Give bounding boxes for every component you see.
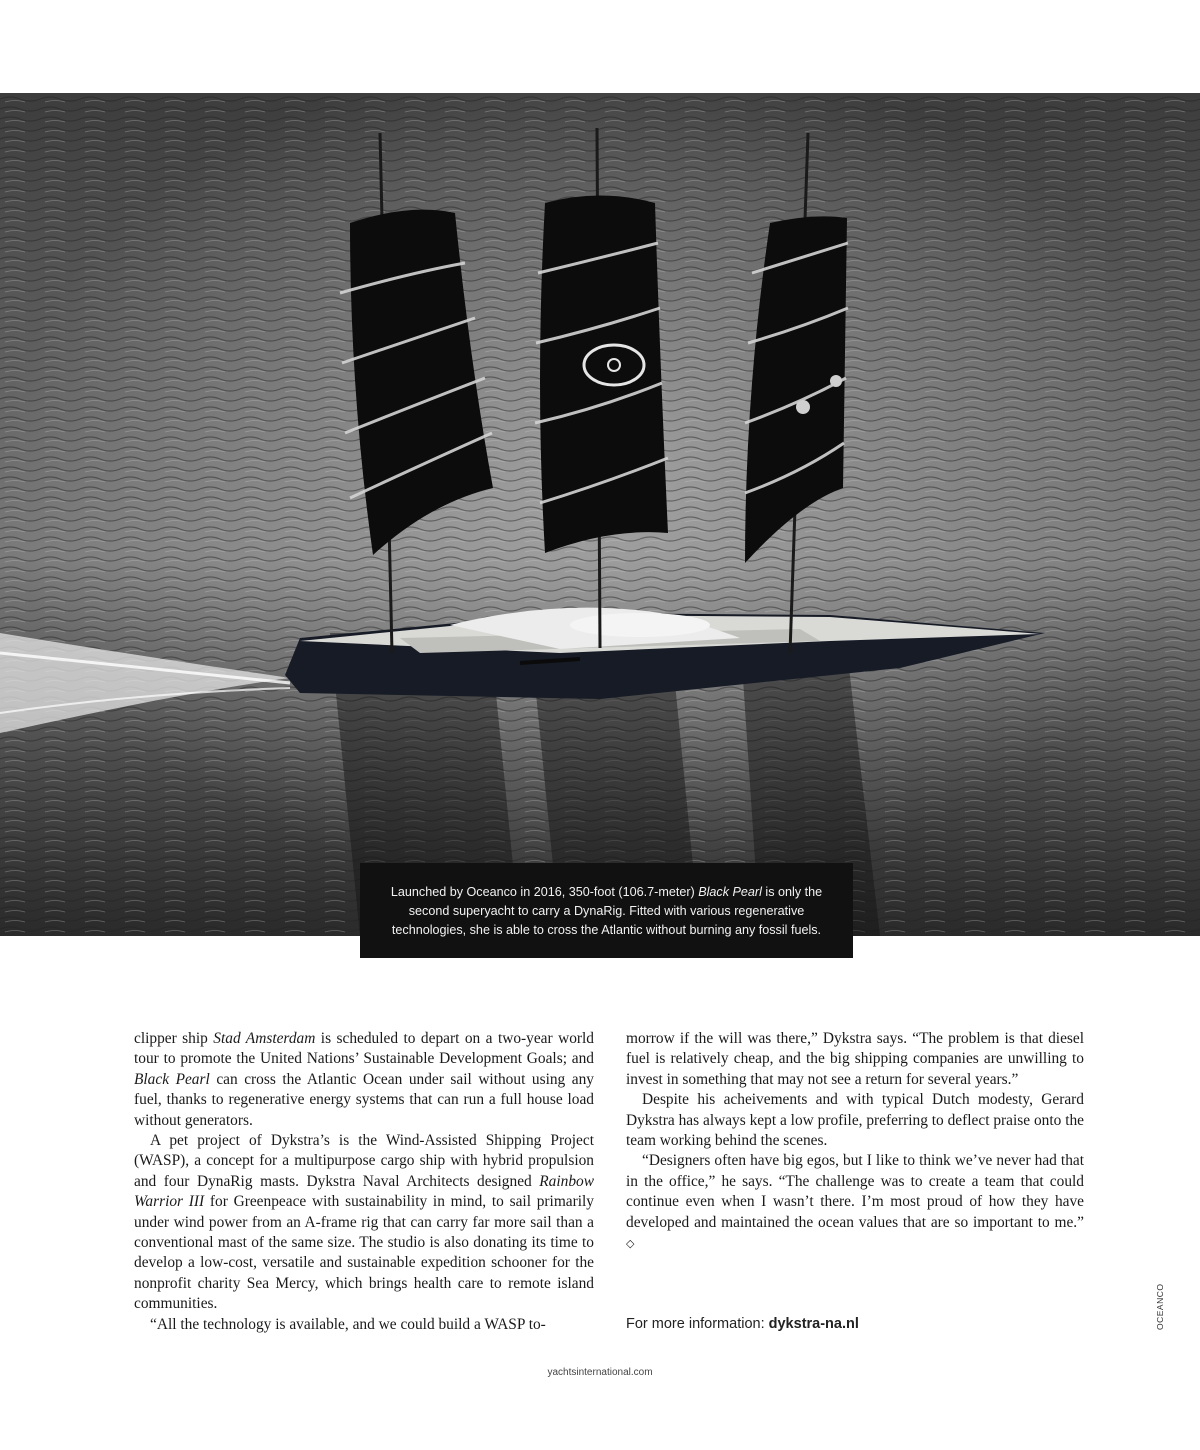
more-info-link[interactable]: dykstra-na.nl: [768, 1316, 859, 1332]
body-column-left: [134, 1029, 594, 1335]
ship-name: Rainbow Warrior III: [134, 1172, 594, 1211]
hero-photo: [0, 93, 1200, 936]
paragraph: [134, 1029, 594, 1131]
ship-name: Stad Amsterdam: [213, 1030, 316, 1047]
more-info-label: For more information:: [626, 1316, 769, 1332]
paragraph: [626, 1151, 1084, 1254]
text-run: A pet project of Dykstra’s is the Wind-Assisted Shipping Project (WASP), a concept for a multipurpose cargo ship with hybrid propulsion and four DynaRig masts. Dykstra Naval Architects designed: [134, 1132, 594, 1190]
text-run: can cross the Atlantic Ocean under sail without using any fuel, thanks to regenerative energy systems that can run a full house load without generators.: [134, 1070, 594, 1129]
paragraph: morrow if the will was there,” Dykstra says. “The problem is that diesel fuel is relatively cheap, and the big shipping companies are unwilling to invest in something that may not see a return for several years.”: [626, 1030, 1084, 1088]
end-mark-icon: ◇: [626, 1237, 635, 1251]
text-run: for Greenpeace with sustainability in mind, to sail primarily under wind power from an A-frame rig that can carry far more sail than a conventional mast of the same size. The studio is also donating its time to develop a low-cost, versatile and sustainable expedition schooner for the nonprofit charity Sea Mercy, which brings health care to remote island communities.: [134, 1193, 594, 1313]
photo-credit: OCEANCO: [1155, 1283, 1165, 1330]
ship-name: Black Pearl: [134, 1070, 210, 1088]
text-run: is scheduled to depart on a two-year world tour to promote the United Nations’ Sustainable Development Goals; and: [134, 1030, 594, 1068]
text-run: clipper ship: [134, 1030, 214, 1047]
photo-caption: [360, 863, 853, 958]
paragraph: Despite his acheivements and with typical Dutch modesty, Gerard Dykstra has always kept a low profile, preferring to deflect praise onto the team working behind the scenes.: [626, 1091, 1084, 1150]
caption-yacht-name: Black Pearl: [698, 885, 762, 899]
body-column-right: [626, 1029, 1084, 1254]
paragraph: “All the technology is available, and we could build a WASP to-: [150, 1315, 546, 1333]
yacht-image: [0, 93, 1200, 936]
caption-text-1: Launched by Oceanco in 2016, 350-foot (106.7-meter): [390, 885, 699, 899]
text-run: “Designers often have big egos, but I like to think we’ve never had that in the office,” he says. “The challenge was to create a team that could continue even when I wasn’t there. I’m most proud of how they have developed and maintained the ocean values that are so important to me.”: [626, 1152, 1084, 1231]
more-info: [626, 1316, 859, 1332]
footer-url: yachtsinternational.com: [547, 1367, 653, 1378]
paragraph: [134, 1131, 594, 1315]
caption-text-2: is only the second superyacht to carry a DynaRig. Fitted with various regenerative technologies, she is able to cross the Atlantic without burning any fossil fuels.: [391, 885, 823, 937]
